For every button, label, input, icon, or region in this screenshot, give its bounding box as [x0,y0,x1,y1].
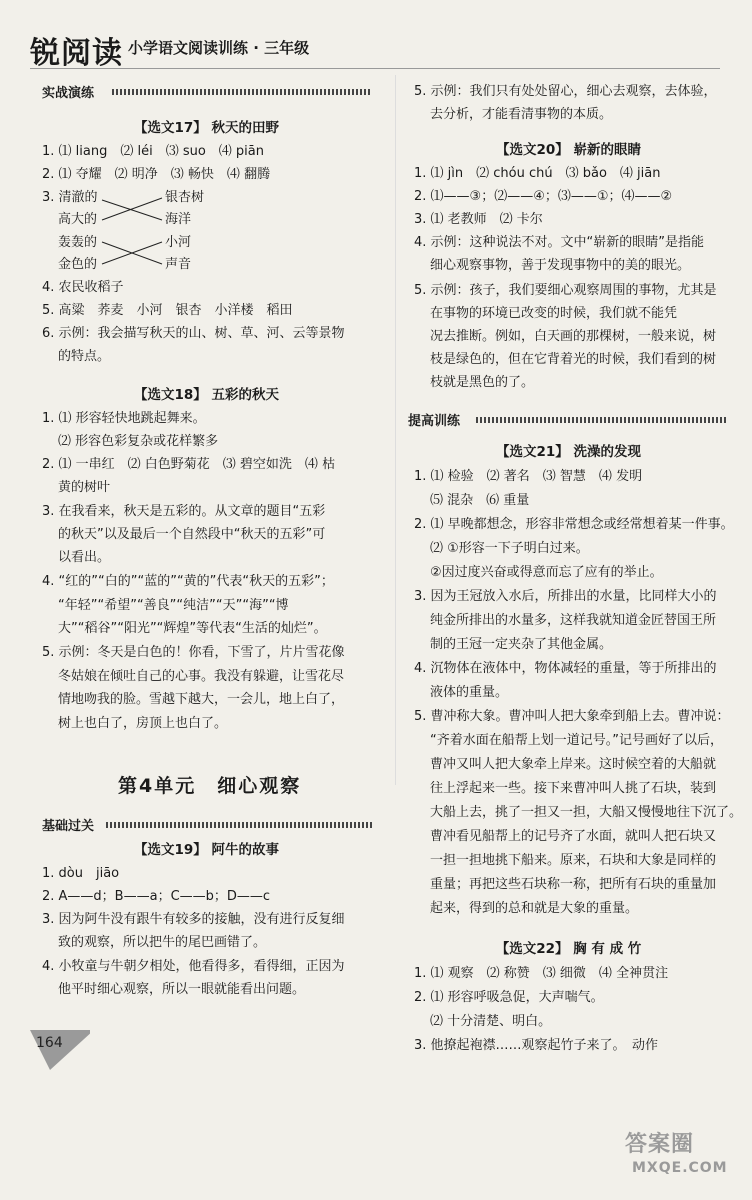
p21-l5h: 重量；再把这些石块称一称，把所有石块的重量加 [430,877,717,892]
p20-l5c: 况去推断。例如，白天画的那棵树，一般来说，树 [430,329,717,344]
p18-l3a: 3. 在我看来，秋天是五彩的。从文章的题目“五彩 [42,504,326,519]
p20-title: 【选文20】 崭新的眼睛 [496,142,641,158]
p19-l4b: 他平时细心观察，所以一眼就能看出问题。 [58,982,306,997]
p21-l2a: 2. ⑴ 早晚都想念，形容非常想念或经常想着某一件事。 [414,517,734,532]
header [30,28,410,71]
p21-l5g: 一担一担地挑下船来。原来，石块和大象是同样的 [430,853,717,868]
p18-l1a: 1. ⑴ 形容轻快地跳起舞来。 [42,411,206,426]
p17-l3d: 金色的 [58,257,98,272]
p18-l5c: 情地吻我的脸。雪越下越大，一会儿，地上白了， [58,692,345,707]
p18-l3b: 的秋天”以及最后一个自然段中“秋天的五彩”可 [58,527,326,542]
p21-l4b: 液体的重量。 [430,685,509,700]
p18-l5a: 5. 示例：冬天是白色的！你看，下雪了，片片雪花像 [42,645,345,660]
p20-l4a: 4. 示例：这种说法不对。文中“崭新的眼睛”是指能 [414,235,705,250]
section-dots [476,417,728,423]
p21-l5b: “齐着水面在船帮上划一道记号。”记号画好了以后， [430,733,723,748]
p18-title: 【选文18】 五彩的秋天 [134,387,279,403]
p22-l2a: 2. ⑴ 形容呼吸急促，大声喘气。 [414,990,604,1005]
watermark-url: MXQE.COM [632,1160,728,1176]
p18-l2b: 黄的树叶 [58,480,111,495]
header-title: 小学语文阅读训练 · 三年级 [128,39,310,57]
p20-l4b: 细心观察事物，善于发现事物中的美的眼光。 [430,258,691,273]
p21-l2b: ⑵ ①形容一下子明白过来。 [430,541,589,556]
p17-l3c: 轰轰的 [58,235,98,250]
p17-l3a: 3. 清澈的 [42,190,98,205]
p20-l3: 3. ⑴ 老教师 ⑵ 卡尔 [414,212,543,227]
section-dots [112,89,372,95]
section-dots [106,822,372,828]
p21-l3b: 纯金所排出的水量多，这样我就知道金匠替国王所 [430,613,717,628]
p20-l2: 2. ⑴——③；⑵——④；⑶——①；⑷——② [414,189,673,204]
p17-l5: 5. 高粱 荞麦 小河 银杏 小洋楼 稻田 [42,303,293,318]
p22-l2b: ⑵ 十分清楚、明白。 [430,1014,552,1029]
p21-l5d: 往上浮起来一些。接下来曹冲叫人挑了石块，装到 [430,781,717,796]
p17-r3c: 小河 [165,235,192,250]
brand-logo: 锐阅读 [30,36,123,71]
p19-title: 【选文19】 阿牛的故事 [134,842,279,858]
p21-l4a: 4. 沉物体在液体中，物体减轻的重量，等于所排出的 [414,661,717,676]
watermark-logo: 答案圈 [625,1132,695,1157]
p17-l3b: 高大的 [58,212,98,227]
p21-l1b: ⑸ 混杂 ⑹ 重量 [430,493,530,508]
p21-l1a: 1. ⑴ 检验 ⑵ 著名 ⑶ 智慧 ⑷ 发明 [414,469,643,484]
header-rule [30,68,720,69]
matching-lines [100,190,166,270]
p19-l3a: 3. 因为阿牛没有跟牛有较多的接触，没有进行反复细 [42,912,345,927]
p17-l6b: 的特点。 [58,349,111,364]
p20-l1: 1. ⑴ jìn ⑵ chóu chú ⑶ bǎo ⑷ jiān [414,166,661,181]
p17-r3a: 银杏树 [165,190,205,205]
p17-r3d: 声音 [165,257,192,272]
p18-l5b: 冬姑娘在倾吐自己的心事。我没有躲避，让雪花尽 [58,669,345,684]
p20-l5d: 枝是绿色的，但在它背着光的时候，我们看到的树 [430,352,717,367]
p19-l2: 2. A——d；B——a；C——b；D——c [42,889,271,904]
p18-l4b: “年轻”“希望”“善良”“纯洁”“天”“海”“博 [58,598,289,613]
p17-l4: 4. 农民收稻子 [42,280,124,295]
p18-l3c: 以看出。 [58,550,111,565]
p18-l5d: 树上也白了，房顶上也白了。 [58,716,228,731]
p21-l3c: 制的王冠一定夹杂了其他金属。 [430,637,613,652]
p20-l5b: 在事物的环境已改变的时候，我们就不能凭 [430,306,678,321]
p17-l2: 2. ⑴ 夺耀 ⑵ 明净 ⑶ 畅快 ⑷ 翻腾 [42,167,271,182]
p18-l4a: 4. “红的”“白的”“蓝的”“黄的”代表“秋天的五彩”； [42,574,334,589]
p17-r3b: 海洋 [165,212,192,227]
p19-l4a: 4. 小牧童与牛朝夕相处，他看得多，看得细，正因为 [42,959,345,974]
p17-l6a: 6. 示例：我会描写秋天的山、树、草、河、云等景物 [42,326,345,341]
unit-title: 第4单元 细心观察 [118,775,302,797]
page-number: 164 [36,1035,63,1051]
p18-l4c: 大”“稻谷”“阳光”“辉煌”等代表“生活的灿烂”。 [58,621,327,636]
section-practice: 实战演练 [42,86,95,101]
p19-l1: 1. dòu jiāo [42,866,120,881]
p20-l5e: 枝就是黑色的了。 [430,375,535,390]
p22-title: 【选文22】 胸 有 成 竹 [495,941,642,957]
section-advanced: 提高训练 [408,414,461,429]
rtop-l5b: 去分析，才能看清事物的本质。 [430,107,613,122]
p21-l5a: 5. 曹冲称大象。曹冲叫人把大象牵到船上去。曹冲说： [414,709,730,724]
p21-l5f: 曹冲看见船帮上的记号齐了水面，就叫人把石块又 [430,829,717,844]
p20-l5a: 5. 示例：孩子，我们要细心观察周围的事物，尤其是 [414,283,717,298]
p22-l3: 3. 他撩起袍襟……观察起竹子来了。 动作 [414,1038,659,1053]
p21-l5c: 曹冲又叫人把大象牵上岸来。这时候空着的大船就 [430,757,717,772]
column-divider [395,75,396,785]
p22-l1: 1. ⑴ 观察 ⑵ 称赞 ⑶ 细微 ⑷ 全神贯注 [414,966,669,981]
p17-title: 【选文17】 秋天的田野 [134,120,279,136]
rtop-l5a: 5. 示例：我们只有处处留心，细心去观察，去体验， [414,84,717,99]
p21-title: 【选文21】 洗澡的发现 [496,444,641,460]
p21-l5i: 起来，得到的总和就是大象的重量。 [430,901,639,916]
p17-l1: 1. ⑴ liang ⑵ léi ⑶ suo ⑷ piān [42,144,265,159]
section-basics: 基础过关 [42,819,95,834]
p21-l2c: ②因过度兴奋或得意而忘了应有的举止。 [430,565,663,580]
p18-l2a: 2. ⑴ 一串红 ⑵ 白色野菊花 ⑶ 碧空如洗 ⑷ 枯 [42,457,336,472]
p18-l1b: ⑵ 形容色彩复杂或花样繁多 [58,434,219,449]
p19-l3b: 致的观察，所以把牛的尾巴画错了。 [58,935,267,950]
p21-l5e: 大船上去，挑了一担又一担，大船又慢慢地往下沉了。 [430,805,743,820]
p21-l3a: 3. 因为王冠放入水后，所排出的水量，比同样大小的 [414,589,717,604]
